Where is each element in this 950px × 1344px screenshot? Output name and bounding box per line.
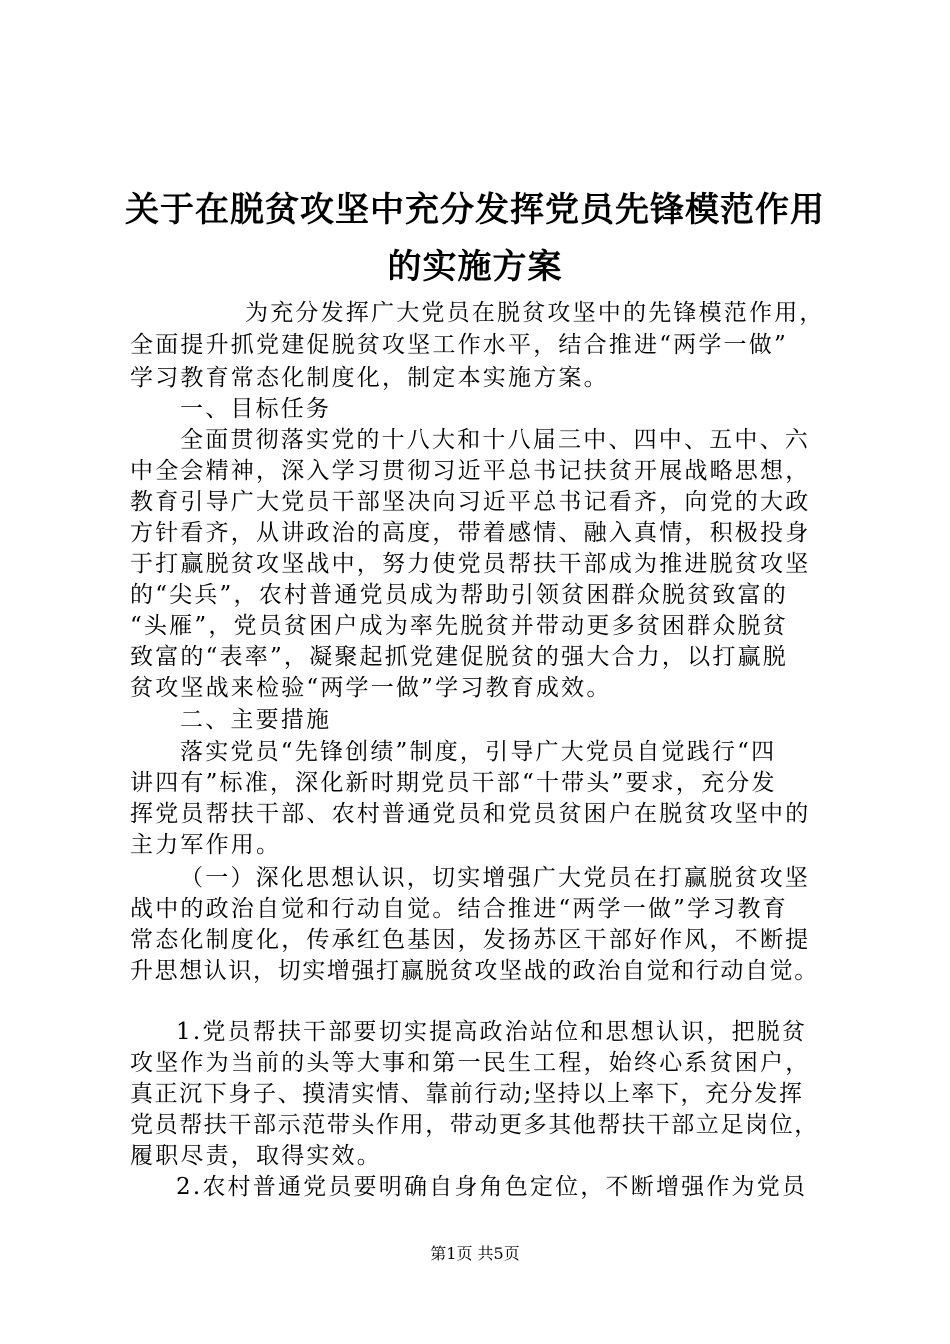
body-line: 升思想认识，切实增强打赢脱贫攻坚战的政治自觉和行动自觉。 bbox=[130, 958, 819, 984]
document-title-line-1: 关于在脱贫攻坚中充分发挥党员先锋模范作用 bbox=[125, 190, 825, 230]
body-line: 方针看齐，从讲政治的高度，带着感情、融入真情，积极投身 bbox=[130, 520, 811, 546]
body-line: 贫攻坚战来检验“两学一做”学习教育成效。 bbox=[130, 675, 612, 701]
numbered-item-line: 1.党员帮扶干部要切实提高政治站位和思想认识，把脱贫 bbox=[176, 1019, 808, 1045]
numbered-item-line: 2.农村普通党员要明确自身角色定位，不断增强作为党员 bbox=[176, 1174, 808, 1200]
body-line: 全面提升抓党建促脱贫攻坚工作水平，结合推进“两学一做” bbox=[130, 332, 788, 358]
body-line: 落实党员“先锋创绩”制度，引导广大党员自觉践行“四 bbox=[180, 739, 777, 765]
section-heading: 一、目标任务 bbox=[180, 396, 332, 422]
body-line: 主力军作用。 bbox=[130, 832, 282, 858]
body-line: 真正沉下身子、摸清实情、靠前行动;坚持以上率下，充分发挥 bbox=[130, 1081, 804, 1107]
body-line: 致富的“表率”，凝聚起抓党建促脱贫的强大合力，以打赢脱 bbox=[130, 644, 788, 670]
body-line: 履职尽责，取得实效。 bbox=[130, 1143, 382, 1169]
body-line: 学习教育常态化制度化，制定本实施方案。 bbox=[130, 365, 609, 391]
document-title-line-2: 的实施方案 bbox=[387, 247, 563, 287]
body-line: 攻坚作为当前的头等大事和第一民生工程，始终心系贫困户， bbox=[130, 1050, 811, 1076]
body-line: 讲四有”标准，深化新时期党员干部“十带头”要求，充分发 bbox=[130, 770, 777, 796]
page-number-footer: 第1页 共5页 bbox=[430, 1244, 520, 1263]
body-line: 教育引导广大党员干部坚决向习近平总书记看齐，向党的大政 bbox=[130, 489, 811, 515]
subsection-line: （一）深化思想认识，切实增强广大党员在打赢脱贫攻坚 bbox=[180, 865, 810, 891]
body-line: 于打赢脱贫攻坚战中，努力使党员帮扶干部成为推进脱贫攻坚 bbox=[130, 551, 811, 577]
body-line: 挥党员帮扶干部、农村普通党员和党员贫困户在脱贫攻坚中的 bbox=[130, 801, 811, 827]
body-line: 党员帮扶干部示范带头作用，带动更多其他帮扶干部立足岗位， bbox=[130, 1112, 819, 1138]
body-line: 战中的政治自觉和行动自觉。结合推进“两学一做”学习教育 bbox=[130, 896, 788, 922]
body-line: 为充分发挥广大党员在脱贫攻坚中的先锋模范作用， bbox=[245, 300, 825, 326]
section-heading: 二、主要措施 bbox=[180, 707, 332, 733]
body-line: 的“尖兵”，农村普通党员成为帮助引领贫困群众脱贫致富的 bbox=[130, 582, 788, 608]
body-line: “头雁”，党员贫困户成为率先脱贫并带动更多贫困群众脱贫 bbox=[130, 613, 788, 639]
body-line: 中全会精神，深入学习贯彻习近平总书记扶贫开展战略思想， bbox=[130, 458, 811, 484]
body-line: 全面贯彻落实党的十八大和十八届三中、四中、五中、六 bbox=[180, 427, 810, 453]
body-line: 常态化制度化，传承红色基因，发扬苏区干部好作风，不断提 bbox=[130, 927, 811, 953]
